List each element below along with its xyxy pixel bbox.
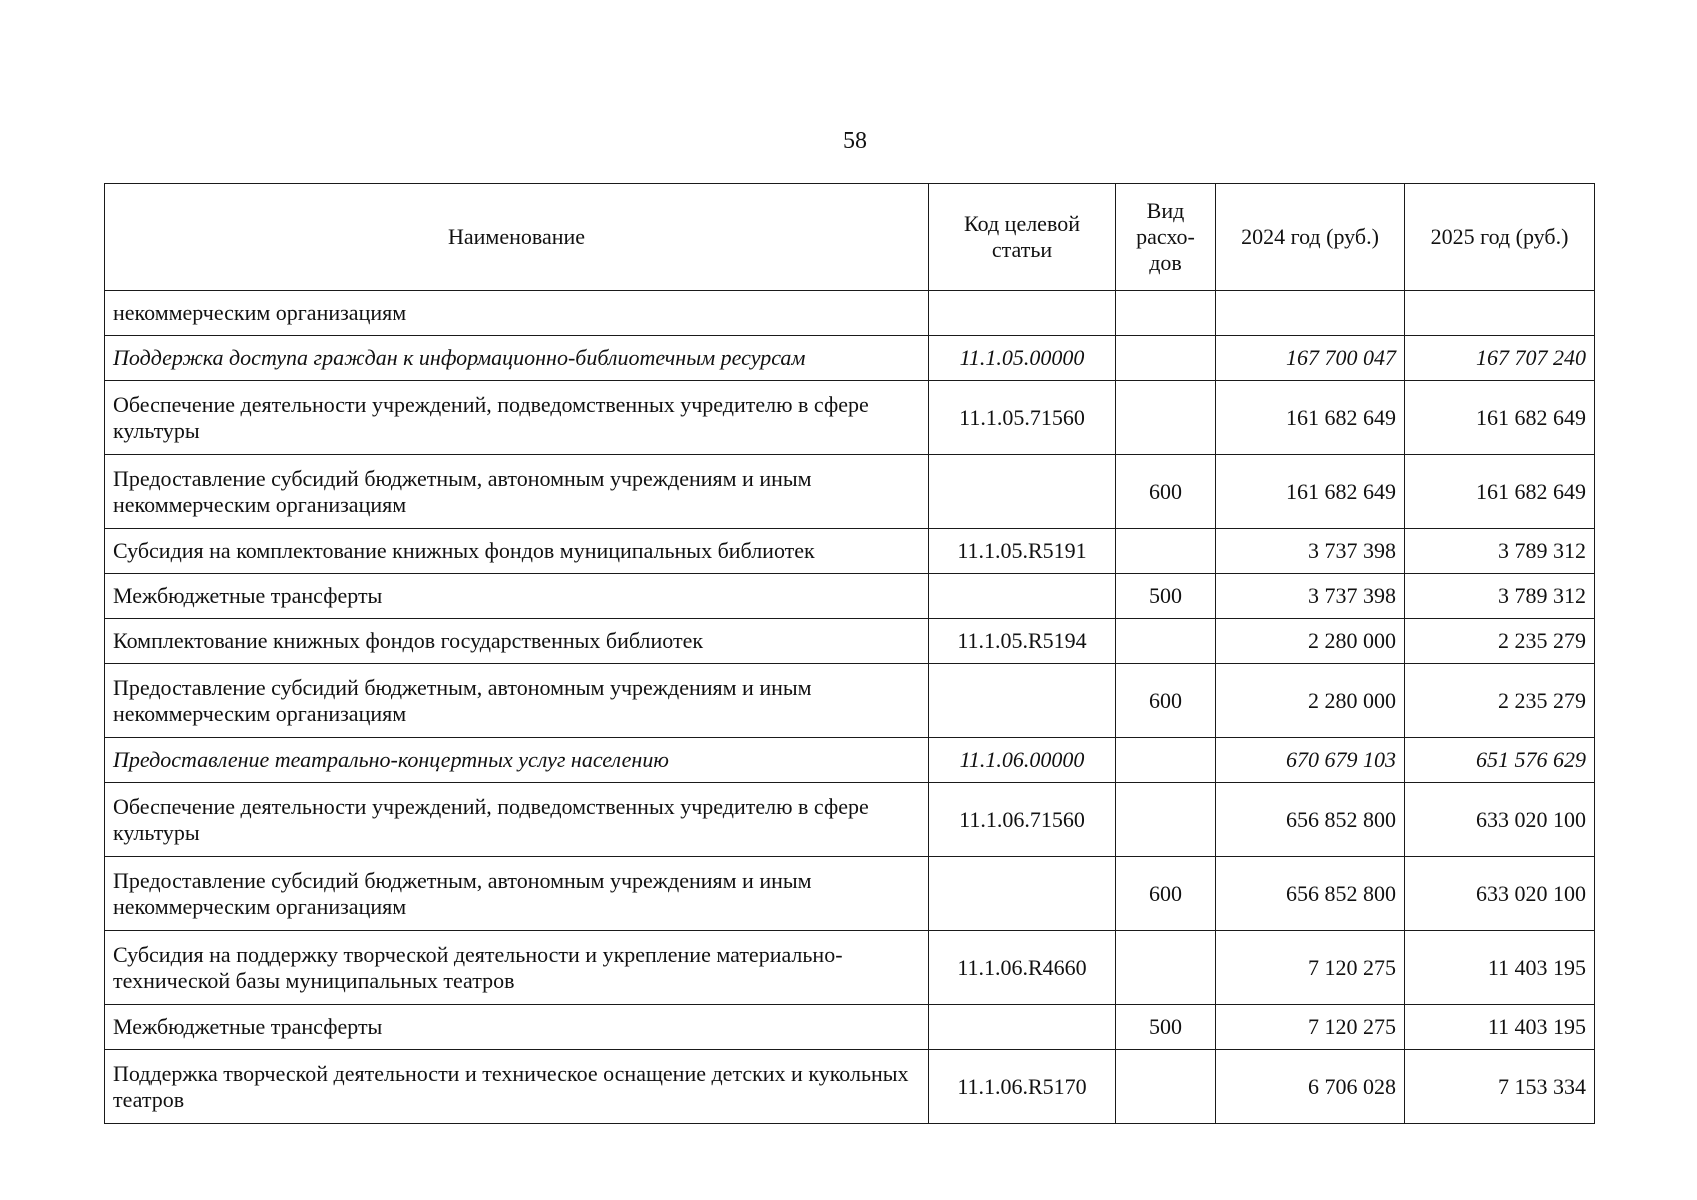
row-kind-cell <box>1116 336 1216 381</box>
row-kind-cell <box>1116 529 1216 574</box>
table-row <box>105 529 1595 574</box>
row-2024-cell: 656 852 800 <box>1216 783 1405 857</box>
row-2025-cell: 633 020 100 <box>1405 783 1595 857</box>
row-name-cell: Обеспечение деятельности учреждений, подведомственных учредителю в сфере культуры <box>105 783 929 857</box>
table-row <box>105 381 1595 455</box>
row-name-cell: Поддержка доступа граждан к информационно-библиотечным ресурсам <box>105 336 929 381</box>
row-code-cell: 11.1.05.R5191 <box>929 529 1116 574</box>
row-code-cell: 11.1.05.71560 <box>929 381 1116 455</box>
row-2024-cell: 7 120 275 <box>1216 1005 1405 1050</box>
row-kind-cell <box>1116 1050 1216 1124</box>
page-number: 58 <box>843 128 867 154</box>
row-2025-cell <box>1405 291 1595 336</box>
budget-table <box>104 183 1595 1124</box>
row-name-cell: Межбюджетные трансферты <box>105 1005 929 1050</box>
row-name-cell: Субсидия на комплектование книжных фондов муниципальных библиотек <box>105 529 929 574</box>
row-2025-cell: 7 153 334 <box>1405 1050 1595 1124</box>
table-row <box>105 783 1595 857</box>
table-body <box>105 291 1595 1124</box>
row-2024-cell: 7 120 275 <box>1216 931 1405 1005</box>
row-kind-cell: 600 <box>1116 455 1216 529</box>
row-2025-cell: 2 235 279 <box>1405 664 1595 738</box>
table-row <box>105 664 1595 738</box>
row-kind-cell <box>1116 931 1216 1005</box>
table-row <box>105 619 1595 664</box>
row-code-cell <box>929 574 1116 619</box>
row-2024-cell: 3 737 398 <box>1216 529 1405 574</box>
row-2024-cell: 161 682 649 <box>1216 381 1405 455</box>
row-name-cell: Комплектование книжных фондов государственных библиотек <box>105 619 929 664</box>
table-row <box>105 738 1595 783</box>
table-row <box>105 574 1595 619</box>
header-row <box>105 184 1595 291</box>
row-name-cell: Предоставление субсидий бюджетным, автономным учреждениям и иным некоммерческим организациям <box>105 664 929 738</box>
row-2025-cell: 2 235 279 <box>1405 619 1595 664</box>
row-2025-cell: 633 020 100 <box>1405 857 1595 931</box>
row-2025-cell: 161 682 649 <box>1405 381 1595 455</box>
table-row <box>105 931 1595 1005</box>
row-2024-cell: 670 679 103 <box>1216 738 1405 783</box>
row-2024-cell: 161 682 649 <box>1216 455 1405 529</box>
row-kind-cell: 500 <box>1116 1005 1216 1050</box>
row-2025-cell: 161 682 649 <box>1405 455 1595 529</box>
row-2025-cell: 651 576 629 <box>1405 738 1595 783</box>
row-kind-cell <box>1116 783 1216 857</box>
row-kind-cell <box>1116 619 1216 664</box>
row-2024-cell: 167 700 047 <box>1216 336 1405 381</box>
row-name-cell: Предоставление субсидий бюджетным, автономным учреждениям и иным некоммерческим организациям <box>105 455 929 529</box>
row-2024-cell: 2 280 000 <box>1216 619 1405 664</box>
row-code-cell <box>929 291 1116 336</box>
table-row <box>105 291 1595 336</box>
row-name-cell: некоммерческим организациям <box>105 291 929 336</box>
row-code-cell: 11.1.06.00000 <box>929 738 1116 783</box>
row-name-cell: Поддержка творческой деятельности и техническое оснащение детских и кукольных театров <box>105 1050 929 1124</box>
row-2024-cell <box>1216 291 1405 336</box>
row-kind-cell: 500 <box>1116 574 1216 619</box>
row-code-cell <box>929 455 1116 529</box>
header-code: Код целевой статьи <box>929 184 1116 291</box>
table-row <box>105 455 1595 529</box>
row-kind-cell <box>1116 381 1216 455</box>
row-2025-cell: 167 707 240 <box>1405 336 1595 381</box>
header-year-2024: 2024 год (руб.) <box>1216 184 1405 291</box>
table-row <box>105 1005 1595 1050</box>
row-name-cell: Обеспечение деятельности учреждений, подведомственных учредителю в сфере культуры <box>105 381 929 455</box>
row-code-cell <box>929 664 1116 738</box>
row-kind-cell <box>1116 291 1216 336</box>
row-name-cell: Предоставление театрально-концертных услуг населению <box>105 738 929 783</box>
row-2024-cell: 3 737 398 <box>1216 574 1405 619</box>
table-row <box>105 336 1595 381</box>
row-name-cell: Субсидия на поддержку творческой деятельности и укрепление материально-технической базы муниципальных театров <box>105 931 929 1005</box>
row-2024-cell: 6 706 028 <box>1216 1050 1405 1124</box>
header-kind: Вид расхо-дов <box>1116 184 1216 291</box>
row-code-cell: 11.1.05.00000 <box>929 336 1116 381</box>
row-kind-cell: 600 <box>1116 664 1216 738</box>
row-2025-cell: 3 789 312 <box>1405 574 1595 619</box>
row-name-cell: Предоставление субсидий бюджетным, автономным учреждениям и иным некоммерческим организациям <box>105 857 929 931</box>
row-kind-cell: 600 <box>1116 857 1216 931</box>
row-2025-cell: 3 789 312 <box>1405 529 1595 574</box>
row-code-cell <box>929 1005 1116 1050</box>
table-header <box>105 184 1595 291</box>
header-year-2025: 2025 год (руб.) <box>1405 184 1595 291</box>
row-code-cell: 11.1.06.R5170 <box>929 1050 1116 1124</box>
row-2024-cell: 656 852 800 <box>1216 857 1405 931</box>
row-code-cell: 11.1.06.71560 <box>929 783 1116 857</box>
table-row <box>105 1050 1595 1124</box>
row-2025-cell: 11 403 195 <box>1405 1005 1595 1050</box>
row-2025-cell: 11 403 195 <box>1405 931 1595 1005</box>
row-2024-cell: 2 280 000 <box>1216 664 1405 738</box>
row-name-cell: Межбюджетные трансферты <box>105 574 929 619</box>
row-code-cell <box>929 857 1116 931</box>
row-code-cell: 11.1.06.R4660 <box>929 931 1116 1005</box>
table-row <box>105 857 1595 931</box>
row-kind-cell <box>1116 738 1216 783</box>
row-code-cell: 11.1.05.R5194 <box>929 619 1116 664</box>
header-name: Наименование <box>105 184 929 291</box>
